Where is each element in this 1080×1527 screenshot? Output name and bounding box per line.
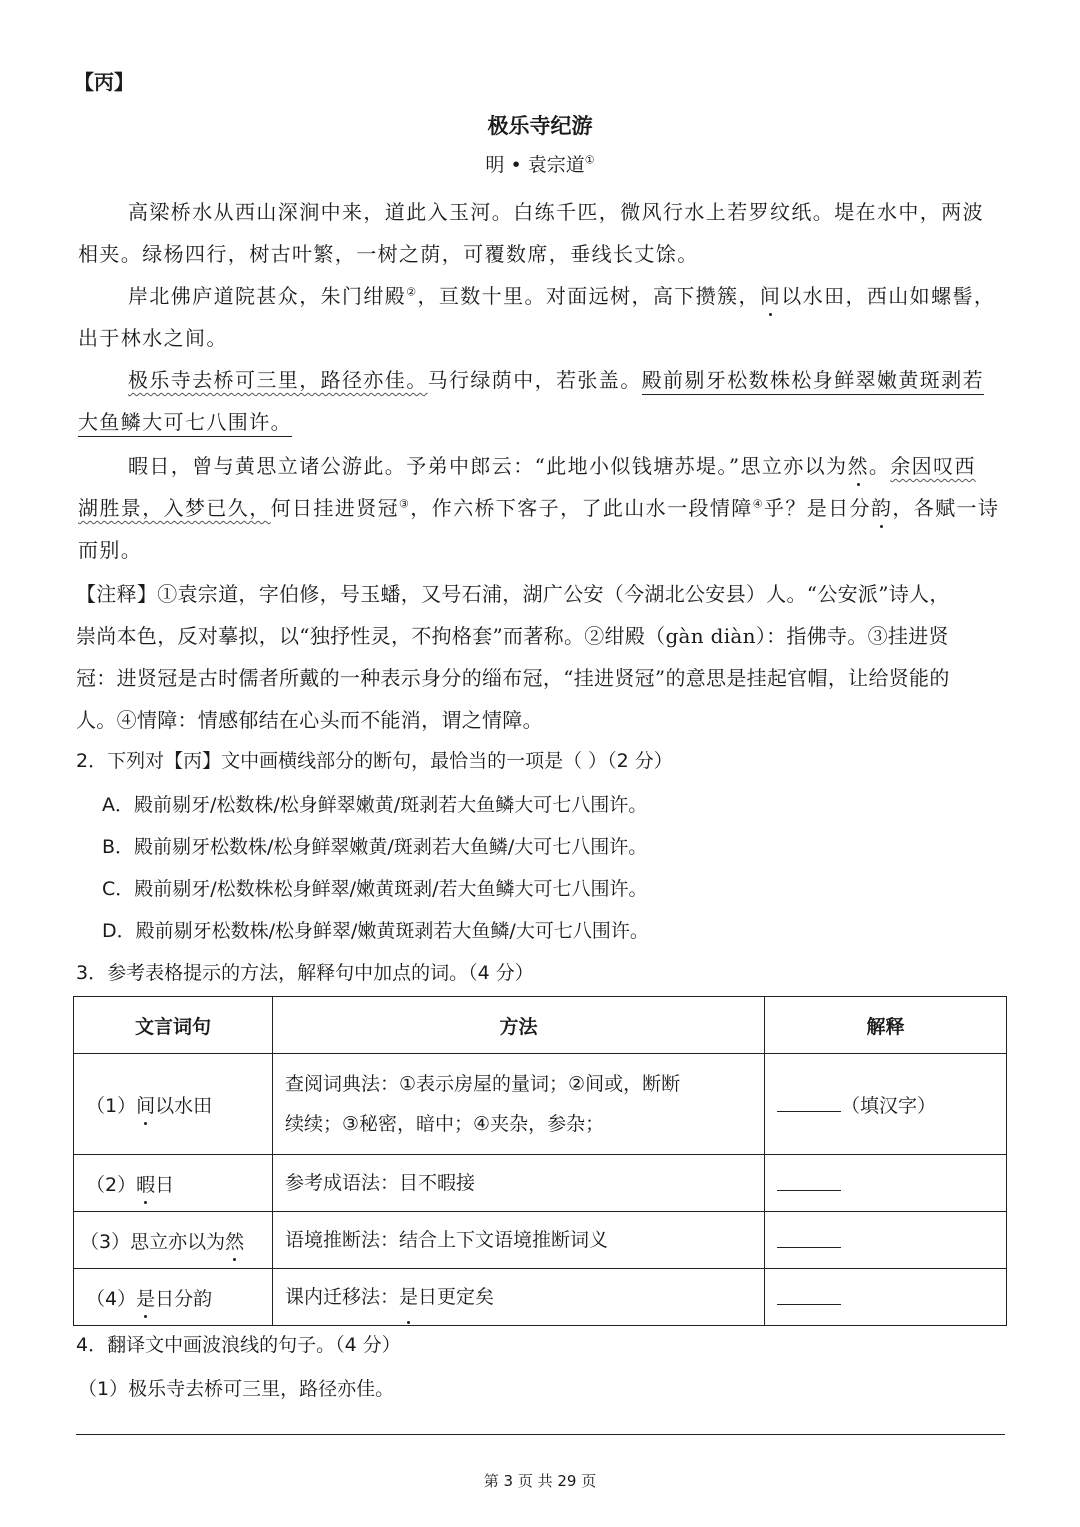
notes-line3: 冠：进贤冠是古时儒者所戴的一种表示身分的缁布冠，“挂进贤冠”的意思是挂起官帽，让给贤能的: [76, 666, 950, 690]
underlined-sentence-part2: 大鱼鳞大可七八围许。: [78, 410, 292, 437]
row1-phrase: [74, 1054, 273, 1155]
row4-suffix: 日分韵: [155, 1287, 213, 1310]
table-row: [74, 1054, 1007, 1155]
row1-prefix: （1）: [86, 1094, 137, 1117]
footer-divider: [76, 1434, 1005, 1435]
question-2-option-a[interactable]: A．殿前剔牙/松数株/松身鲜翠嫩黄/斑剥若大鱼鳞大可七八围许。: [102, 794, 648, 816]
table-row: [74, 1269, 1007, 1326]
note-mark-4: ④: [752, 497, 764, 511]
row2-dotted-word: 暇: [136, 1170, 155, 1197]
wavy-sentence-1: 极乐寺去桥可三里，路径亦佳。: [128, 368, 428, 392]
question-3-table: [73, 996, 1007, 1326]
question-4-stem: 4．翻译文中画波浪线的句子。（4 分）: [76, 1334, 401, 1356]
row2-method: 参考成语法：目不暇接: [273, 1155, 765, 1212]
wavy-sentence-2-part2: 湖胜景，入梦已久，: [78, 496, 271, 520]
para4-text-e: 乎？是日分: [763, 496, 871, 520]
question-4-sub1: （1）极乐寺去桥可三里，路径亦佳。: [78, 1378, 395, 1400]
row4-method-a: 课内迁移法：: [285, 1286, 400, 1308]
row3-prefix: （3）思立亦以为: [80, 1230, 226, 1253]
para4-line2: [78, 492, 999, 521]
para4-line1: [128, 450, 976, 479]
row3-dotted-word: 然: [225, 1227, 244, 1254]
table-row: [74, 1155, 1007, 1212]
table-header-row: [74, 997, 1007, 1054]
question-2-option-b[interactable]: B．殿前剔牙松数株/松身鲜翠嫩黄/斑剥若大鱼鳞/大可七八围许。: [102, 836, 648, 858]
row2-phrase: [74, 1155, 273, 1212]
row1-suffix: 以水田: [155, 1094, 213, 1117]
header-method: 方法: [273, 997, 765, 1054]
section-label: 【丙】: [74, 70, 134, 94]
row2-answer[interactable]: [765, 1155, 1007, 1212]
para4-line3: 而别。: [78, 538, 143, 562]
row4-answer[interactable]: [765, 1269, 1007, 1326]
para2-text-a: 岸北佛庐道院甚众，朱门绀殿: [128, 284, 407, 308]
header-explanation: 解释: [765, 997, 1007, 1054]
header-phrase: 文言词句: [74, 997, 273, 1054]
row3-phrase: [74, 1212, 273, 1269]
para2-line2: 出于林水之间。: [78, 326, 228, 350]
notes-line4: 人。④情障：情感郁结在心头而不能消，谓之情障。: [76, 708, 543, 732]
question-2-stem: 2．下列对【丙】文中画横线部分的断句，最恰当的一项是（ ）（2 分）: [76, 750, 673, 772]
row4-method: [273, 1269, 765, 1326]
dotted-word-jian: 间: [760, 280, 781, 309]
row2-prefix: （2）: [86, 1173, 137, 1196]
wavy-sentence-2-part1: 余因叹西: [890, 454, 976, 478]
para4-text-c: 何日挂进贤冠: [270, 496, 400, 520]
para2-text-c: 以水田，西山如螺髻，: [781, 284, 996, 308]
para3-line2: [78, 406, 292, 435]
row1-dotted-word: 间: [136, 1091, 155, 1118]
row2-suffix: 日: [155, 1173, 175, 1196]
para4-text-f: ，各赋一诗: [892, 496, 1000, 520]
answer-blank[interactable]: [777, 1091, 841, 1112]
dotted-word-yun: 韵: [871, 492, 892, 521]
row4-prefix: （4）: [86, 1287, 137, 1310]
row4-phrase: [74, 1269, 273, 1326]
row1-method: [273, 1054, 765, 1155]
answer-blank[interactable]: [777, 1227, 841, 1248]
table-row: [74, 1212, 1007, 1269]
para4-text-d: ，作六桥下客子，了此山水一段情障: [410, 496, 753, 520]
essay-title: 极乐寺纪游: [487, 113, 593, 138]
note-mark-3: ③: [399, 497, 411, 511]
row1-method-line2: 续续；③秘密，暗中；④夹杂，参杂；: [285, 1113, 605, 1135]
note-mark-2: ②: [406, 285, 418, 299]
dotted-word-ran: 然: [847, 450, 868, 479]
para3-line1: [128, 364, 984, 393]
essay-author: [0, 150, 1080, 177]
row3-method: 语境推断法：结合上下文语境推断词义: [273, 1212, 765, 1269]
question-2-option-c[interactable]: C．殿前剔牙/松数株松身鲜翠/嫩黄斑剥/若大鱼鳞大可七八围许。: [102, 878, 648, 900]
question-2-option-d[interactable]: D．殿前剔牙松数株/松身鲜翠/嫩黄斑剥若大鱼鳞/大可七八围许。: [102, 920, 649, 942]
para1-line1: 高梁桥水从西山深涧中来，道此入玉河。白练千匹，微风行水上若罗纹纸。堤在水中，两波: [128, 200, 984, 224]
author-note-mark: ①: [584, 153, 595, 167]
para2-text-b: ，亘数十里。对面远树，高下攒簇，: [417, 284, 760, 308]
row4-dotted-word: 是: [136, 1284, 155, 1311]
page-number: 第 3 页 共 29 页: [483, 1472, 597, 1490]
question-3-stem: 3．参考表格提示的方法，解释句中加点的词。（4 分）: [76, 962, 534, 984]
notes-line1: 【注释】①袁宗道，字伯修，号玉蟠，又号石浦，湖广公安（今湖北公安县）人。“公安派”诗人，: [76, 582, 950, 606]
para1-line2: 相夹。绿杨四行，树古叶繁，一树之荫，可覆数席，垂线长丈馀。: [78, 242, 699, 266]
row4-method-b: 日更定矣: [418, 1286, 495, 1308]
para4-text-a: 暇日，曾与黄思立诸公游此。予弟中郎云：“此地小似钱塘苏堤。”思立亦以为: [128, 454, 848, 478]
para4-text-b: 。: [868, 454, 891, 478]
para3-middle: 马行绿荫中，若张盖。: [427, 368, 642, 392]
author-name: 明 • 袁宗道: [485, 154, 585, 176]
underlined-sentence-part1: 殿前剔牙松数株松身鲜翠嫩黄斑剥若: [642, 368, 984, 395]
answer-blank[interactable]: [777, 1284, 841, 1305]
row1-method-line1: 查阅词典法：①表示房屋的量词；②间或，断断: [285, 1073, 681, 1095]
notes-line2: 崇尚本色，反对摹拟，以“独抒性灵，不拘格套”而著称。②绀殿（gàn diàn）：指佛寺。③挂进贤: [76, 624, 949, 648]
row3-answer[interactable]: [765, 1212, 1007, 1269]
para2-line1: [128, 280, 995, 309]
answer-blank[interactable]: [777, 1170, 841, 1191]
row4-method-dotted-word: 是: [399, 1277, 418, 1317]
row1-answer-hint: （填汉字）: [841, 1094, 937, 1117]
row1-answer[interactable]: [765, 1054, 1007, 1155]
